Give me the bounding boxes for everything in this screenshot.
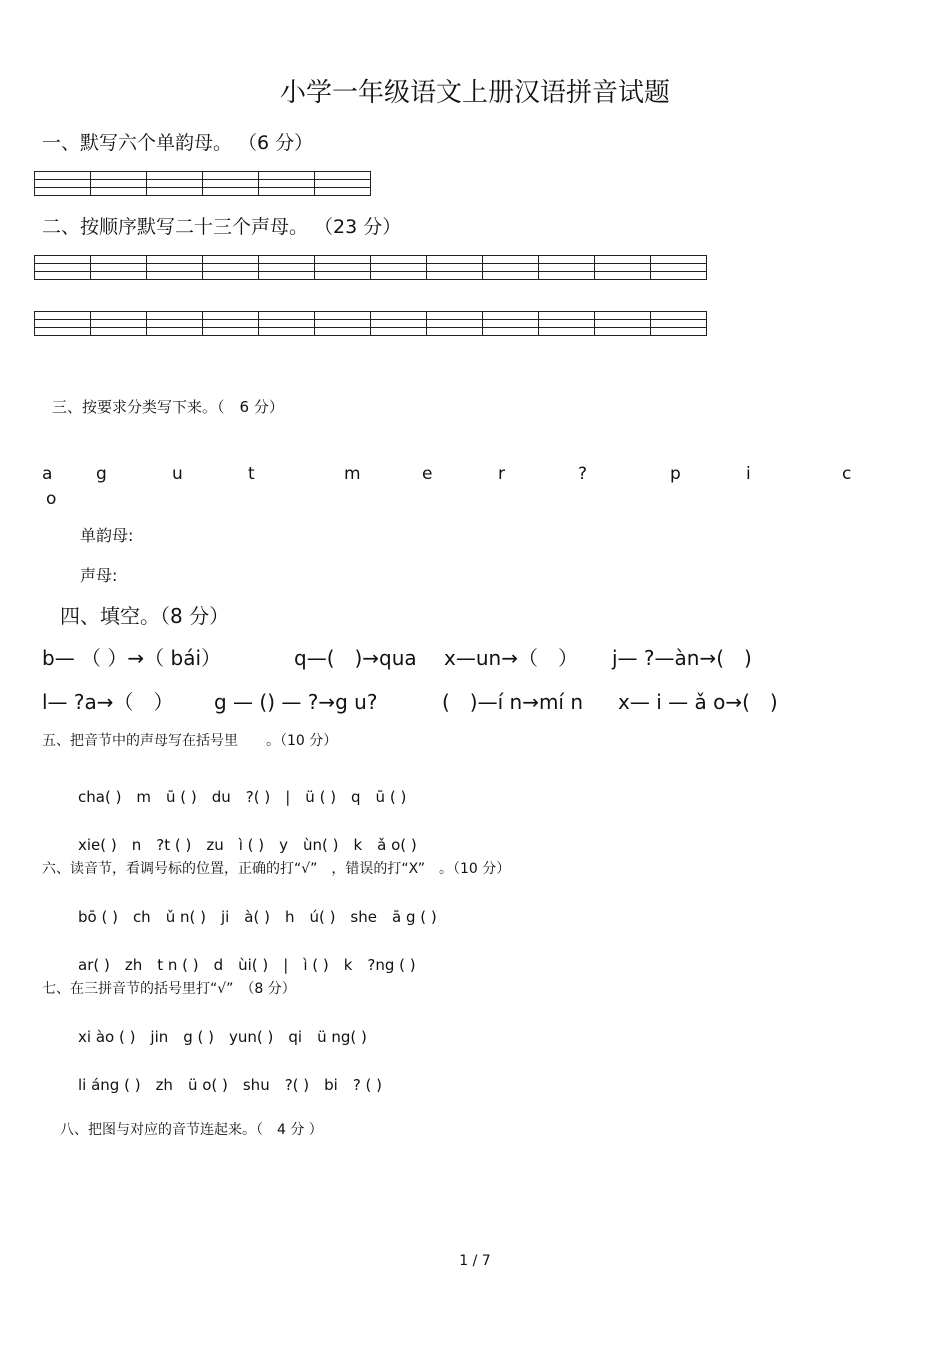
q4-heading: 四、填空。（8 分） (60, 604, 230, 628)
q3-letter: o (46, 489, 57, 509)
q4-item: j— ?—àn→( ) (612, 646, 752, 670)
q1-heading: 一、默写六个单韵母。 （6 分） (42, 132, 314, 154)
q3-heading: 三、按要求分类写下来。（ 6 分） (52, 398, 284, 416)
q3-initial-label: 声母: (80, 566, 118, 585)
q3-letter: g (96, 464, 107, 484)
page-title: 小学一年级语文上册汉语拼音试题 (279, 78, 670, 108)
q7-row-2: li áng ( ) zh ü o( ) shu ?( ) bi ? ( ) (78, 1076, 383, 1094)
q6-heading: 六、读音节，看调号标的位置，正确的打“√” ，错误的打“X” 。（10 分） (42, 861, 511, 877)
q3-letter: i (746, 464, 751, 484)
q7-heading: 七、在三拼音节的括号里打“√” （8 分） (42, 981, 296, 997)
q3-letter: r (498, 464, 505, 484)
q4-item: b— （ ）→（ bái） (42, 646, 222, 670)
q2-writing-grid-1[interactable] (34, 255, 707, 280)
q3-letter: m (344, 464, 361, 484)
q3-letter: a (42, 464, 53, 484)
page-number: 1 / 7 (459, 1253, 491, 1269)
q3-letter: u (172, 464, 183, 484)
q4-item: l— ?a→（ ） (42, 690, 174, 714)
q8-heading: 八、把图与对应的音节连起来。（ 4 分 ） (60, 1122, 323, 1138)
q3-letter: t (248, 464, 255, 484)
q3-letter: p (670, 464, 681, 484)
q4-item: x— i — ǎ o→( ) (618, 690, 778, 714)
q4-item: q—( )→qua (294, 646, 417, 670)
q1-writing-grid[interactable] (34, 171, 371, 196)
q3-single-vowel-label: 单韵母: (80, 526, 134, 545)
q5-row-1: cha( ) m ū ( ) du ?( ) | ü ( ) q ū ( ) (78, 788, 407, 806)
q4-item: ( )—í n→mí n (442, 690, 584, 714)
q3-letter: e (422, 464, 433, 484)
q4-item: x—un→（ ） (444, 646, 578, 670)
q5-heading: 五、把音节中的声母写在括号里 。（10 分） (42, 733, 338, 749)
q3-letter: ? (578, 464, 588, 484)
q2-heading: 二、按顺序默写二十三个声母。 （23 分） (42, 216, 402, 238)
q6-row-1: bō ( ) ch ǔ n( ) ji à( ) h ú( ) she ā g ( ) (78, 908, 437, 926)
q2-writing-grid-2[interactable] (34, 311, 707, 336)
q4-item: g — () — ?→g u? (214, 690, 378, 714)
q5-row-2: xie( ) n ?t ( ) zu ì ( ) y ùn( ) k ǎ o( ) (78, 836, 417, 854)
q6-row-2: ar( ) zh t n ( ) d ùi( ) | ì ( ) k ?ng ( ) (78, 956, 416, 974)
q3-letter: c (842, 464, 852, 484)
q7-row-1: xi ào ( ) jin g ( ) yun( ) qi ü ng( ) (78, 1028, 367, 1046)
